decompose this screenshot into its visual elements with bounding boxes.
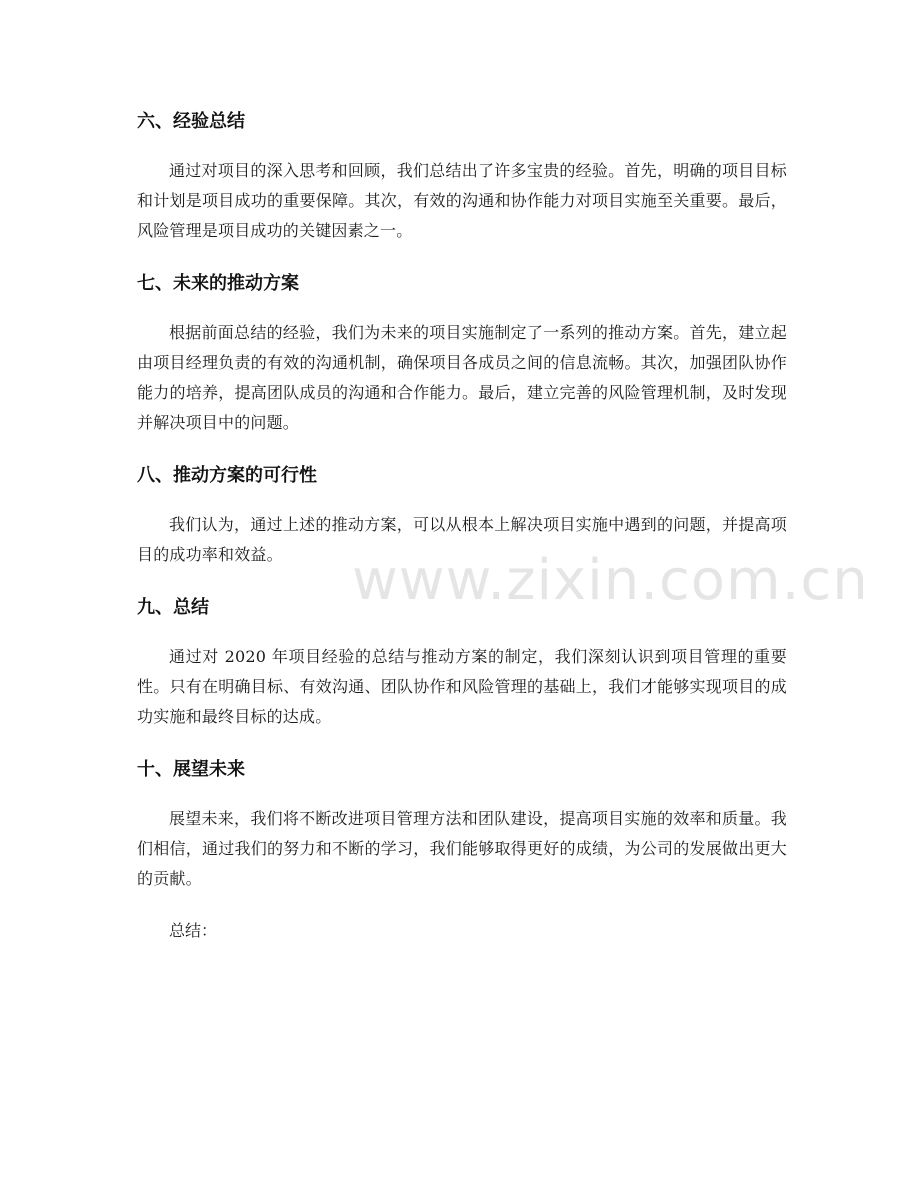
section-conclusion [137,592,787,732]
section-paragraph: 我们认为，通过上述的推动方案，可以从根本上解决项目实施中遇到的问题，并提高项目的成功率和效益。 [137,515,787,564]
section-paragraph: 通过对 2020 年项目经验的总结与推动方案的制定，我们深刻认识到项目管理的重要性。只有在明确目标、有效沟通、团队协作和风险管理的基础上，我们才能够实现项目的成功实施和最终目标的达成。 [137,647,787,726]
document-page [137,106,787,946]
section-future-plan [137,268,787,438]
section-heading: 六、经验总结 [137,111,245,132]
section-heading: 八、推动方案的可行性 [137,465,317,486]
closing-label: 总结： [169,921,218,940]
section-paragraph: 根据前面总结的经验，我们为未来的项目实施制定了一系列的推动方案。首先，建立起由项目经理负责的有效的沟通机制，确保项目各成员之间的信息流畅。其次，加强团队协作能力的培养，提高团队成员的沟通和合作能力。最后，建立完善的风险管理机制，及时发现并解决项目中的问题。 [137,323,787,432]
section-experience-summary [137,106,787,246]
section-heading: 九、总结 [137,597,209,618]
watermark: www.zixin.com.cn [352,548,869,613]
section-heading: 十、展望未来 [137,759,245,780]
section-outlook [137,754,787,894]
section-paragraph: 通过对项目的深入思考和回顾，我们总结出了许多宝贵的经验。首先，明确的项目目标和计划是项目成功的重要保障。其次，有效的沟通和协作能力对项目实施至关重要。最后，风险管理是项目成功的关键因素之一。 [137,161,787,240]
section-plan-feasibility [137,460,787,570]
section-paragraph: 展望未来，我们将不断改进项目管理方法和团队建设，提高项目实施的效率和质量。我们相信，通过我们的努力和不断的学习，我们能够取得更好的成绩，为公司的发展做出更大的贡献。 [137,809,787,888]
section-heading: 七、未来的推动方案 [137,273,299,294]
